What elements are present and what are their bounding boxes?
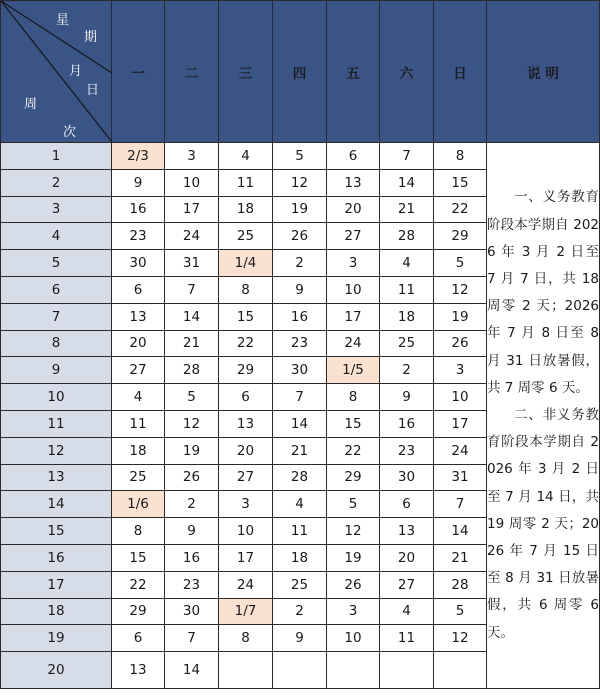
week-label-1: 周 xyxy=(24,97,38,112)
week-number-cell: 15 xyxy=(1,518,112,545)
date-cell: 17 xyxy=(434,410,487,437)
weekday-label-2: 期 xyxy=(84,30,98,45)
date-cell: 12 xyxy=(434,276,487,303)
date-cell: 26 xyxy=(273,223,327,250)
week-number-cell: 9 xyxy=(1,357,112,384)
week-number-cell: 11 xyxy=(1,410,112,437)
date-cell: 8 xyxy=(219,276,273,303)
description-paragraph-compulsory: 一、义务教育阶段本学期自 2026 年 3 月 2 日至 7 月 7 日，共 18 周零 2 天；2026 年 7 月 8 日至 8 月 31 日放暑假，共 7 周零 6 天。 xyxy=(487,189,599,396)
month-start-date-cell: 1/7 xyxy=(219,598,273,625)
week-number-cell: 14 xyxy=(1,491,112,518)
date-cell: 19 xyxy=(273,196,327,223)
date-cell: 13 xyxy=(112,652,165,689)
date-cell: 23 xyxy=(273,330,327,357)
date-cell: 10 xyxy=(219,518,273,545)
date-cell: 7 xyxy=(165,625,219,652)
description-header: 说 明 xyxy=(487,1,600,143)
week-number-cell: 2 xyxy=(1,169,112,196)
date-cell: 20 xyxy=(219,437,273,464)
week-number-cell: 1 xyxy=(1,143,112,170)
date-cell: 5 xyxy=(327,491,380,518)
date-cell: 23 xyxy=(380,437,434,464)
date-cell: 19 xyxy=(165,437,219,464)
date-cell: 21 xyxy=(273,437,327,464)
date-cell: 12 xyxy=(327,518,380,545)
date-cell: 27 xyxy=(112,357,165,384)
date-cell: 9 xyxy=(380,384,434,411)
date-cell: 13 xyxy=(327,169,380,196)
date-cell: 11 xyxy=(380,625,434,652)
date-cell: 10 xyxy=(327,625,380,652)
week-number-cell: 12 xyxy=(1,437,112,464)
date-cell: 14 xyxy=(434,518,487,545)
date-cell: 3 xyxy=(327,598,380,625)
month-start-date-cell: 1/6 xyxy=(112,491,165,518)
date-cell: 16 xyxy=(112,196,165,223)
date-cell: 18 xyxy=(219,196,273,223)
weekday-label-1: 星 xyxy=(56,13,70,28)
date-cell: 7 xyxy=(380,143,434,170)
day-header-fri: 五 xyxy=(327,1,380,143)
date-cell: 3 xyxy=(327,250,380,277)
date-cell: 2 xyxy=(165,491,219,518)
date-cell: 8 xyxy=(112,518,165,545)
date-cell: 18 xyxy=(380,303,434,330)
date-cell: 4 xyxy=(112,384,165,411)
date-cell xyxy=(219,652,273,689)
date-cell: 28 xyxy=(273,464,327,491)
date-cell: 19 xyxy=(327,544,380,571)
header-row xyxy=(1,1,600,143)
date-cell xyxy=(434,652,487,689)
date-cell: 19 xyxy=(434,303,487,330)
date-cell: 6 xyxy=(112,276,165,303)
date-cell: 22 xyxy=(434,196,487,223)
date-cell: 24 xyxy=(434,437,487,464)
date-cell: 4 xyxy=(273,491,327,518)
date-cell: 21 xyxy=(380,196,434,223)
date-cell: 30 xyxy=(112,250,165,277)
day-header-thu: 四 xyxy=(273,1,327,143)
date-cell: 30 xyxy=(273,357,327,384)
date-cell: 6 xyxy=(380,491,434,518)
date-cell: 12 xyxy=(273,169,327,196)
date-cell: 15 xyxy=(112,544,165,571)
date-cell: 26 xyxy=(165,464,219,491)
date-cell: 18 xyxy=(112,437,165,464)
date-cell: 20 xyxy=(327,196,380,223)
date-cell: 14 xyxy=(165,303,219,330)
week-number-cell: 17 xyxy=(1,571,112,598)
date-cell: 27 xyxy=(327,223,380,250)
date-cell: 21 xyxy=(165,330,219,357)
date-cell: 21 xyxy=(434,544,487,571)
date-cell: 30 xyxy=(165,598,219,625)
date-cell: 5 xyxy=(273,143,327,170)
date-cell: 12 xyxy=(165,410,219,437)
date-cell: 16 xyxy=(273,303,327,330)
date-cell: 24 xyxy=(327,330,380,357)
date-cell: 30 xyxy=(380,464,434,491)
week-number-cell: 18 xyxy=(1,598,112,625)
day-header-sat: 六 xyxy=(380,1,434,143)
date-cell: 17 xyxy=(327,303,380,330)
date-cell: 4 xyxy=(219,143,273,170)
date-cell: 10 xyxy=(327,276,380,303)
date-cell: 2 xyxy=(273,250,327,277)
date-cell: 29 xyxy=(219,357,273,384)
date-cell: 20 xyxy=(112,330,165,357)
date-cell: 3 xyxy=(434,357,487,384)
week-row xyxy=(1,143,600,170)
date-cell: 5 xyxy=(434,598,487,625)
date-cell: 13 xyxy=(380,518,434,545)
date-cell: 6 xyxy=(219,384,273,411)
day-header-tue: 二 xyxy=(165,1,219,143)
week-number-cell: 4 xyxy=(1,223,112,250)
date-cell: 15 xyxy=(219,303,273,330)
date-cell: 5 xyxy=(165,384,219,411)
date-cell: 15 xyxy=(327,410,380,437)
day-header-mon: 一 xyxy=(112,1,165,143)
date-cell: 14 xyxy=(273,410,327,437)
description-paragraph-non-compulsory: 二、非义务教育阶段本学期自 2026 年 3 月 2 日至 7 月 14 日，共 19 周零 2 天；2026 年 7 月 15 日至 8 月 31 日放暑假，共 6 周零 6 天。 xyxy=(487,406,599,641)
date-cell: 25 xyxy=(380,330,434,357)
date-cell: 16 xyxy=(380,410,434,437)
date-cell: 17 xyxy=(219,544,273,571)
date-cell: 26 xyxy=(434,330,487,357)
date-cell: 7 xyxy=(165,276,219,303)
date-cell: 7 xyxy=(273,384,327,411)
date-cell: 29 xyxy=(112,598,165,625)
date-cell: 31 xyxy=(434,464,487,491)
date-cell: 3 xyxy=(219,491,273,518)
day-header-wed: 三 xyxy=(219,1,273,143)
date-cell: 29 xyxy=(327,464,380,491)
date-cell: 13 xyxy=(112,303,165,330)
corner-header-cell xyxy=(1,1,112,143)
week-number-cell: 5 xyxy=(1,250,112,277)
week-number-cell: 7 xyxy=(1,303,112,330)
date-cell: 18 xyxy=(273,544,327,571)
month-start-date-cell: 1/5 xyxy=(327,357,380,384)
date-cell xyxy=(273,652,327,689)
month-start-date-cell: 1/4 xyxy=(219,250,273,277)
date-cell xyxy=(380,652,434,689)
date-cell: 15 xyxy=(434,169,487,196)
date-cell: 22 xyxy=(327,437,380,464)
month-label: 月 xyxy=(69,64,83,79)
date-cell: 10 xyxy=(434,384,487,411)
date-cell: 6 xyxy=(327,143,380,170)
date-cell: 27 xyxy=(380,571,434,598)
date-cell: 22 xyxy=(112,571,165,598)
week-number-cell: 8 xyxy=(1,330,112,357)
date-cell: 11 xyxy=(273,518,327,545)
date-cell: 5 xyxy=(434,250,487,277)
date-cell: 13 xyxy=(219,410,273,437)
date-cell: 24 xyxy=(219,571,273,598)
date-cell: 4 xyxy=(380,598,434,625)
day-header-sun: 日 xyxy=(434,1,487,143)
date-cell: 10 xyxy=(165,169,219,196)
date-cell: 14 xyxy=(165,652,219,689)
date-cell: 28 xyxy=(165,357,219,384)
date-cell: 8 xyxy=(434,143,487,170)
week-number-cell: 10 xyxy=(1,384,112,411)
date-cell: 11 xyxy=(219,169,273,196)
date-cell: 11 xyxy=(112,410,165,437)
date-cell: 27 xyxy=(219,464,273,491)
date-cell: 26 xyxy=(327,571,380,598)
week-number-cell: 16 xyxy=(1,544,112,571)
week-number-cell: 20 xyxy=(1,652,112,689)
date-cell: 20 xyxy=(380,544,434,571)
date-cell: 9 xyxy=(273,625,327,652)
date-cell: 31 xyxy=(165,250,219,277)
date-cell: 2 xyxy=(273,598,327,625)
day-label: 日 xyxy=(86,83,100,98)
description-cell xyxy=(487,143,600,689)
week-number-cell: 3 xyxy=(1,196,112,223)
date-cell: 4 xyxy=(380,250,434,277)
date-cell: 8 xyxy=(219,625,273,652)
date-cell: 6 xyxy=(112,625,165,652)
month-start-date-cell: 2/3 xyxy=(112,143,165,170)
week-number-cell: 19 xyxy=(1,625,112,652)
date-cell: 12 xyxy=(434,625,487,652)
date-cell: 9 xyxy=(165,518,219,545)
date-cell: 29 xyxy=(434,223,487,250)
date-cell: 24 xyxy=(165,223,219,250)
date-cell: 11 xyxy=(380,276,434,303)
date-cell: 25 xyxy=(273,571,327,598)
date-cell: 23 xyxy=(112,223,165,250)
date-cell: 22 xyxy=(219,330,273,357)
date-cell: 28 xyxy=(434,571,487,598)
date-cell: 8 xyxy=(327,384,380,411)
date-cell: 17 xyxy=(165,196,219,223)
date-cell: 3 xyxy=(165,143,219,170)
date-cell: 16 xyxy=(165,544,219,571)
date-cell: 7 xyxy=(434,491,487,518)
week-label-2: 次 xyxy=(63,125,77,140)
date-cell: 25 xyxy=(219,223,273,250)
date-cell: 2 xyxy=(380,357,434,384)
date-cell: 23 xyxy=(165,571,219,598)
date-cell: 14 xyxy=(380,169,434,196)
calendar-body xyxy=(1,143,600,689)
week-number-cell: 13 xyxy=(1,464,112,491)
date-cell: 28 xyxy=(380,223,434,250)
date-cell: 9 xyxy=(273,276,327,303)
week-number-cell: 6 xyxy=(1,276,112,303)
date-cell: 25 xyxy=(112,464,165,491)
date-cell xyxy=(327,652,380,689)
date-cell: 9 xyxy=(112,169,165,196)
